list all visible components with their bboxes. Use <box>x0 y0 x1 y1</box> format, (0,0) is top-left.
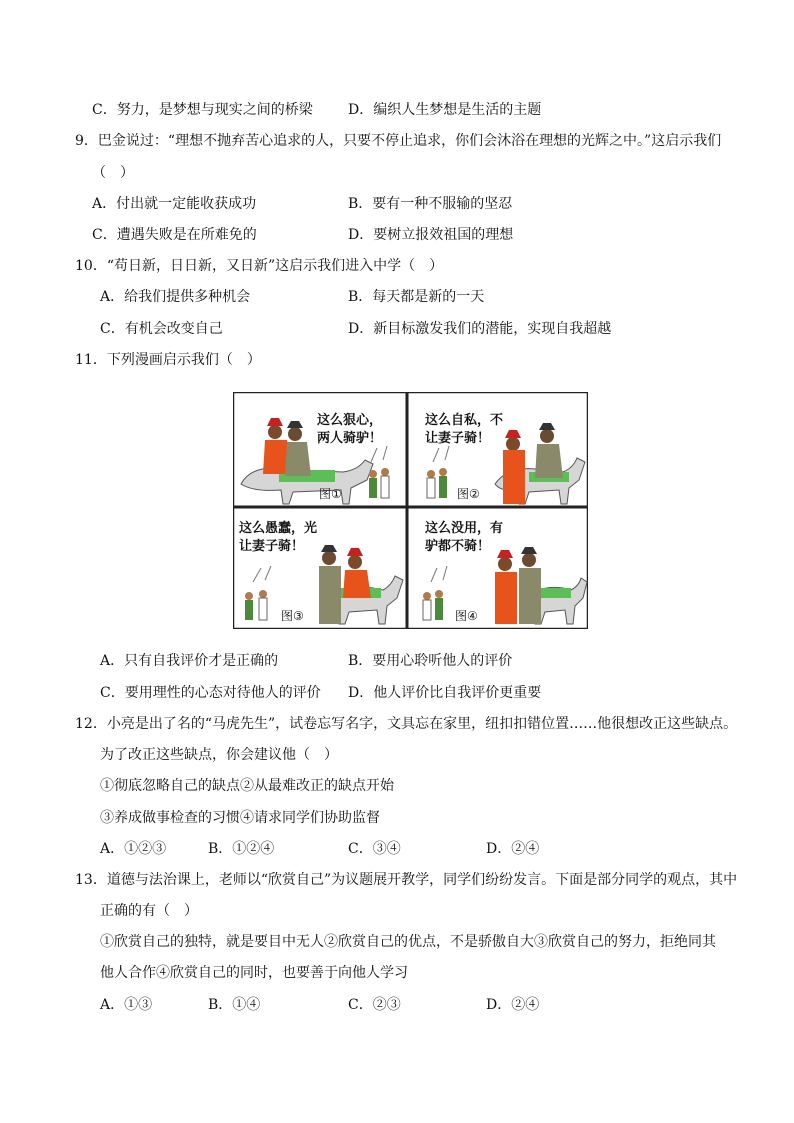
q13-stem-line1: 13．道德与法治课上，老师以“欣赏自己”为议题展开教学，同学们纷纷发言。下面是部分同学的观点，其中 <box>75 872 738 888</box>
panel-3-speech-line1: 这么愚蠢，光 <box>239 521 318 536</box>
q12-item-line1: ①彻底忽略自己的缺点②从最难改正的缺点开始 <box>100 778 394 794</box>
q10-option-c: C．有机会改变自己 <box>100 321 223 337</box>
panel-3-label: 图③ <box>281 609 304 623</box>
comic-illustration <box>233 392 588 629</box>
panel-2-speech-line1: 这么自私，不 <box>425 413 504 428</box>
q12-option-c: C．③④ <box>348 841 401 857</box>
q10-option-a: A．给我们提供多种机会 <box>100 289 251 305</box>
q9-option-a: A．付出就一定能收获成功 <box>92 196 257 212</box>
q9-option-d: D．要树立报效祖国的理想 <box>348 227 514 243</box>
q11-option-a: A．只有自我评价才是正确的 <box>100 653 279 669</box>
q13-option-b: B．①④ <box>208 997 261 1013</box>
q8-option-d: D．编织人生梦想是生活的主题 <box>348 102 542 118</box>
panel-4-speech-line1: 这么没用，有 <box>425 521 504 536</box>
q12-item-line2: ③养成做事检查的习惯④请求同学们协助监督 <box>100 810 380 826</box>
q11-stem: 11．下列漫画启示我们（ ） <box>75 352 261 368</box>
panel-4-label: 图④ <box>455 609 478 623</box>
q12-stem-line1: 12．小亮是出了名的“马虎先生”，试卷忘写名字，文具忘在家里，纽扣扣错位置……他很想改正这些缺点。 <box>75 716 738 732</box>
q13-stem-line2: 正确的有（ ） <box>100 903 198 919</box>
q13-option-d: D．②④ <box>486 997 540 1013</box>
q10-stem: 10．“苟日新，日日新，又日新”这启示我们进入中学（ ） <box>75 258 444 274</box>
panel-4-speech-line2: 驴都不骑！ <box>425 539 491 554</box>
q11-option-d: D．他人评价比自我评价更重要 <box>348 685 542 701</box>
q13-item-line2: 他人合作④欣赏自己的同时，也要善于向他人学习 <box>100 965 408 981</box>
panel-2-speech-line2: 让妻子骑！ <box>425 431 491 446</box>
q9-stem-line1: 9．巴金说过：“理想不抛弃苦心追求的人，只要不停止追求，你们会沐浴在理想的光辉之中。”这启示我们 <box>75 133 722 149</box>
q10-option-d: D．新目标激发我们的潜能，实现自我超越 <box>348 321 612 337</box>
q11-option-b: B．要用心聆听他人的评价 <box>348 653 513 669</box>
panel-1-speech-line1: 这么狠心， <box>317 413 383 428</box>
q9-stem-line2: （ ） <box>92 165 134 181</box>
q12-stem-line2: 为了改正这些缺点，你会建议他（ ） <box>100 747 338 763</box>
q13-option-a: A．①③ <box>100 997 153 1013</box>
q10-option-b: B．每天都是新的一天 <box>348 289 485 305</box>
q12-option-d: D．②④ <box>486 841 540 857</box>
panel-2-label: 图② <box>457 487 480 501</box>
q11-option-c: C．要用理性的心态对待他人的评价 <box>100 685 321 701</box>
q8-option-c: C．努力，是梦想与现实之间的桥梁 <box>92 102 313 118</box>
q12-option-a: A．①②③ <box>100 841 167 857</box>
q13-option-c: C．②③ <box>348 997 401 1013</box>
panel-1-label: 图① <box>319 487 342 501</box>
q12-option-b: B．①②④ <box>208 841 275 857</box>
q9-option-b: B．要有一种不服输的坚忍 <box>348 196 513 212</box>
q9-option-c: C．遭遇失败是在所难免的 <box>92 227 257 243</box>
q13-item-line1: ①欣赏自己的独特，就是要目中无人②欣赏自己的优点，不是骄傲自大③欣赏自己的努力，拒绝同其 <box>100 934 716 950</box>
panel-3-speech-line2: 让妻子骑！ <box>239 539 305 554</box>
panel-1-speech-line2: 两人骑驴！ <box>317 431 383 446</box>
